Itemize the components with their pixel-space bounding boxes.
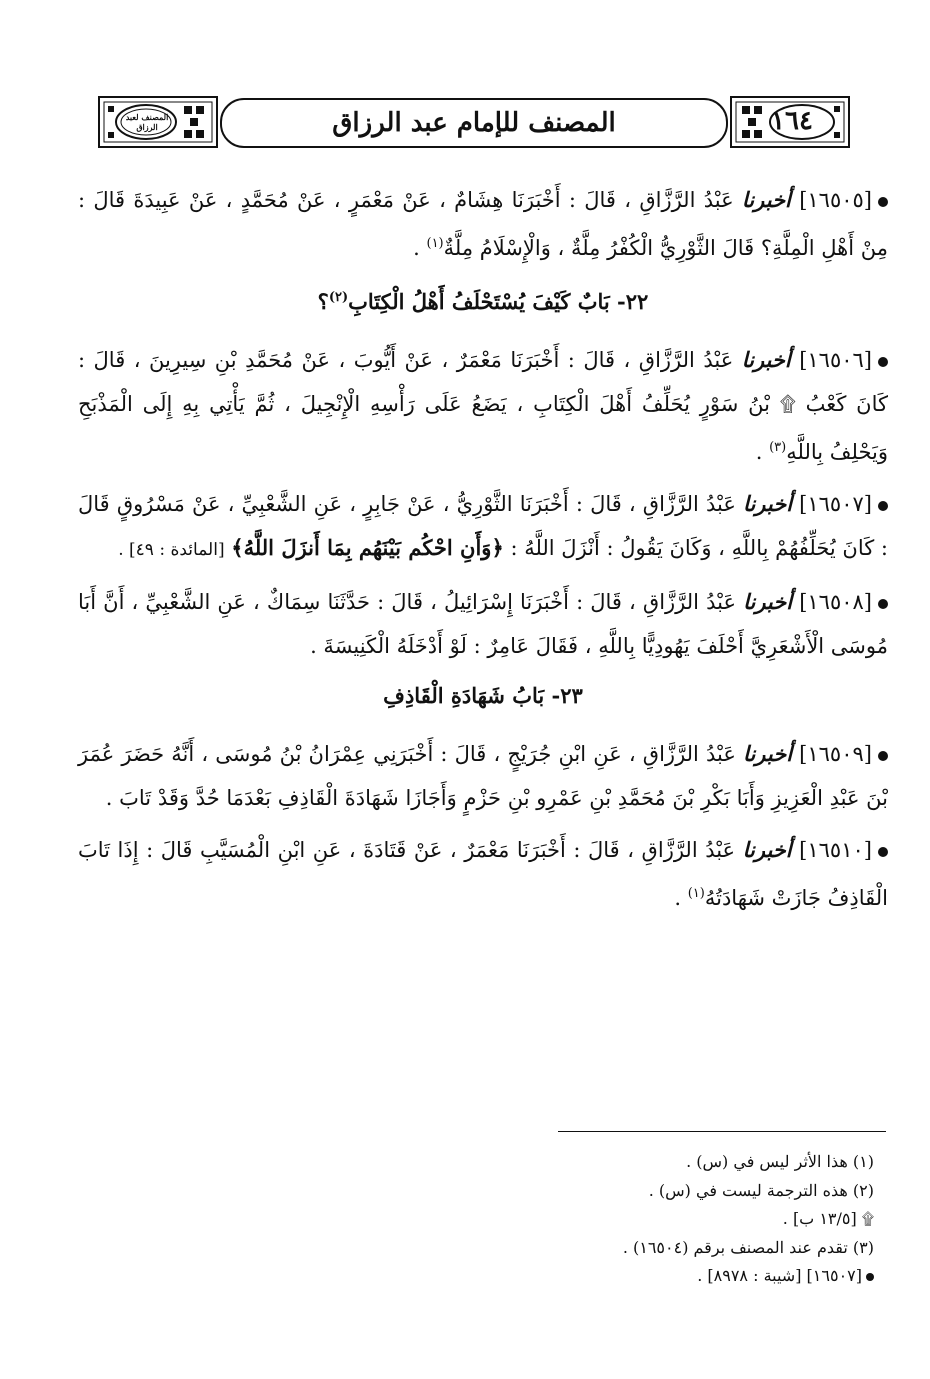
chapter-23-heading xyxy=(78,676,888,716)
chapter-title: ٢٢- بَابٌ كَيْفَ يُسْتَحْلَفُ أَهْلُ الْكِتَابِ xyxy=(348,289,649,314)
chapter-end: ؟ xyxy=(317,289,329,314)
hadith-16506 xyxy=(78,338,888,474)
footnote-ref: (١) xyxy=(426,236,444,251)
chapter-22-heading xyxy=(78,278,888,322)
hadith-text: عَبْدُ الرَّزَّاقِ ، قَالَ : أَخْبَرَنَا مَعْمَرٌ ، عَنْ قَتَادَةَ ، عَنِ ابْنِ الْمُسَيَّبِ قَالَ : إِذَا تَابَ الْقَاذِفُ جَازَتْ شَهَادَتُهُ xyxy=(78,838,888,910)
bullet-icon xyxy=(878,847,888,857)
hadith-text: عَبْدُ الرَّزَّاقِ ، قَالَ : أَخْبَرَنَا إِسْرَائِيلُ ، قَالَ : حَدَّثَنَا سِمَاكٌ ، عَنِ الشَّعْبِيِّ ، أَنَّ أَبَا مُوسَى الْأَشْعَرِيَّ أَحْلَفَ يَهُودِيًّا بِاللَّهِ ، فَقَالَ عَامِرٌ : لَوْ أَدْخَلَهُ الْكَنِيسَةَ . xyxy=(78,590,888,658)
footnote-ref: (٢) xyxy=(328,290,349,305)
page-header xyxy=(98,92,850,152)
hadith-number: [١٦٥٠٧] xyxy=(799,492,872,516)
running-title: المصنف للإمام عبد الرزاق xyxy=(332,108,616,138)
akhbarana-label: أخبرنا xyxy=(743,741,793,766)
bullet-icon xyxy=(866,1273,874,1281)
hadith-text: عَبْدُ الرَّزَّاقِ ، عَنِ ابْنِ جُرَيْجٍ ، قَالَ : أَخْبَرَنِي عِمْرَانُ بْنُ مُوسَى ، أَنَّهُ حَضَرَ عُمَرَ بْنَ عَبْدِ الْعَزِيزِ وَأَبَا بَكْرِ بْنَ مُحَمَّدِ بْنِ عَمْرِو بْنِ حَزْمٍ وَأَجَازَا شَهَادَةَ الْقَاذِفِ بَعْدَمَا حُدَّ وَقَدْ تَابَ . xyxy=(78,742,888,810)
footnotes xyxy=(78,1148,874,1291)
verse-reference: [المائدة : ٤٩] . xyxy=(118,540,225,560)
akhbarana-label: أخبرنا xyxy=(741,187,791,212)
akhbarana-label: أخبرنا xyxy=(743,491,793,516)
bullet-icon xyxy=(878,751,888,761)
hadith-text: عَبْدُ الرَّزَّاقِ ، قَالَ : أَخْبَرَنَا الثَّوْرِيُّ ، عَنْ جَابِرٍ ، عَنِ الشَّعْبِيِّ ، عَنْ مَسْرُوقٍ قَالَ : كَانَ يُحَلِّفُهُمْ بِاللَّهِ ، وَكَانَ يَقُولُ : أَنْزَلَ اللَّهُ : xyxy=(78,492,888,560)
hadith-end: . xyxy=(413,236,427,260)
hadith-number: [١٦٥١٠] xyxy=(799,838,872,862)
running-title-frame xyxy=(220,98,728,148)
footnote-source-text: [١٦٥٠٧] [شيبة : ٨٩٧٨] . xyxy=(697,1266,862,1285)
bullet-icon xyxy=(878,357,888,367)
hadith-number: [١٦٥٠٨] xyxy=(799,590,872,614)
hadith-16505 xyxy=(78,178,888,270)
hadith-number: [١٦٥٠٦] xyxy=(799,348,872,372)
akhbarana-label: أخبرنا xyxy=(742,837,792,862)
hadith-16510 xyxy=(78,828,888,920)
hadith-text: عَبْدُ الرَّزَّاقِ ، قَالَ : أَخْبَرَنَا هِشَامٌ ، عَنْ مَعْمَرٍ ، عَنْ مُحَمَّدٍ ، عَنْ عَبِيدَةَ قَالَ : مِنْ أَهْلِ الْمِلَّةِ؟ قَالَ الثَّوْرِيُّ الْكُفْرُ مِلَّةٌ ، وَالْإِسْلَامُ مِلَّةٌ xyxy=(78,188,888,260)
hadith-end: . xyxy=(674,886,688,910)
main-text xyxy=(78,178,888,928)
hadith-16507 xyxy=(78,482,888,572)
hadith-16509 xyxy=(78,732,888,820)
page-number: ١٦٤ xyxy=(771,106,813,136)
footnote-2: (٢) هذه الترجمة ليست في (س) . xyxy=(648,1180,874,1200)
bullet-icon xyxy=(878,197,888,207)
bullet-icon xyxy=(878,501,888,511)
hadith-text: عَبْدُ الرَّزَّاقِ ، قَالَ : أَخْبَرَنَا مَعْمَرٌ ، عَنْ أَيُّوبَ ، عَنْ مُحَمَّدِ بْنِ سِيرِينَ ، قَالَ : كَانَ كَعْبُ ۩ بْنُ سَوْرٍ يُحَلِّفُ أَهْلَ الْكِتَابِ ، يَضَعُ عَلَى رَأْسِهِ الْإِنْجِيلَ ، ثُمَّ يَأْتِي بِهِ إِلَى الْمَذْبَحِ وَيَحْلِفُ بِاللَّهِ xyxy=(78,348,888,464)
footnote-divider xyxy=(558,1131,886,1132)
akhbarana-label: أخبرنا xyxy=(741,347,791,372)
hadith-number: [١٦٥٠٥] xyxy=(799,188,872,212)
chapter-title: ٢٣- بَابُ شَهَادَةِ الْقَاذِفِ xyxy=(383,683,583,708)
akhbarana-label: أخبرنا xyxy=(743,589,793,614)
hadith-number: [١٦٥٠٩] xyxy=(799,742,872,766)
bullet-icon xyxy=(878,599,888,609)
footnote-ref: (١) xyxy=(687,886,705,901)
quran-verse: ﴿وَأَنِ احْكُم بَيْنَهُم بِمَا أَنزَلَ اللَّهُ﴾ xyxy=(231,535,504,560)
footnote-3: (٣) تقدم عند المصنف برقم (١٦٥٠٤) . xyxy=(622,1237,874,1257)
footnote-source xyxy=(78,1262,874,1291)
footnote-manuscript-mark: ۩ [١٣/٥ ب] . xyxy=(782,1209,874,1228)
logo-text: المصنف لعبد الرزاق xyxy=(125,112,169,132)
hadith-16508 xyxy=(78,580,888,668)
footnote-1: (١) هذا الأثر ليس في (س) . xyxy=(686,1152,874,1171)
footnote-ref: (٣) xyxy=(769,440,787,455)
hadith-end: . xyxy=(755,440,770,464)
